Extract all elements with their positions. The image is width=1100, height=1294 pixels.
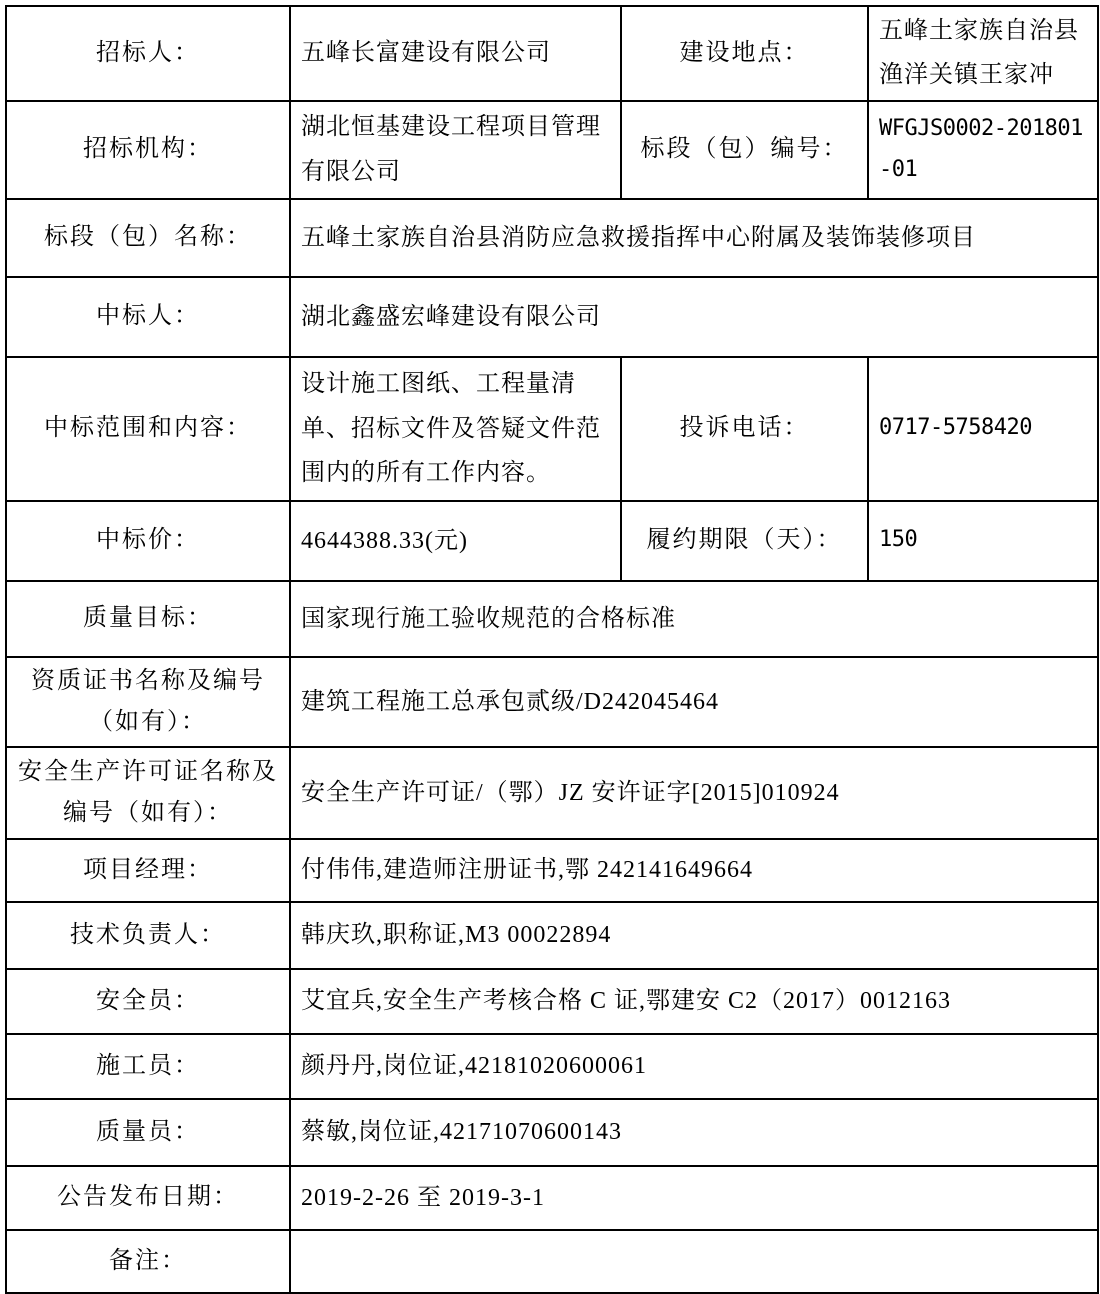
construction-officer-label: 施工员： (6, 1034, 290, 1099)
quality-target-value: 国家现行施工验收规范的合格标准 (290, 581, 1098, 657)
bid-agency-value: 湖北恒基建设工程项目管理有限公司 (290, 101, 621, 199)
row-quality-officer (6, 1099, 1098, 1166)
row-bid-winner (6, 277, 1098, 357)
technical-lead-label: 技术负责人： (6, 902, 290, 969)
row-remarks (6, 1230, 1098, 1293)
safety-officer-label: 安全员： (6, 969, 290, 1034)
safety-officer-value: 艾宜兵,安全生产考核合格 C 证,鄂建安 C2（2017）0012163 (290, 969, 1098, 1034)
safety-license-value: 安全生产许可证/（鄂）JZ 安许证字[2015]010924 (290, 747, 1098, 839)
row-bid-scope (6, 357, 1098, 501)
remarks-value (290, 1230, 1098, 1293)
construction-officer-value: 颜丹丹,岗位证,42181020600061 (290, 1034, 1098, 1099)
bid-winner-label: 中标人： (6, 277, 290, 357)
section-number-value: WFGJS0002-201801-01 (868, 101, 1098, 199)
bid-result-table (5, 5, 1099, 1294)
tenderee-value: 五峰长富建设有限公司 (290, 6, 621, 101)
row-section-name (6, 199, 1098, 277)
safety-license-label: 安全生产许可证名称及编号（如有）： (6, 747, 290, 839)
row-qualification-cert (6, 657, 1098, 747)
complaint-phone-label: 投诉电话： (621, 357, 868, 501)
row-announcement-date (6, 1166, 1098, 1230)
construction-site-label: 建设地点： (621, 6, 868, 101)
bid-price-label: 中标价： (6, 501, 290, 581)
complaint-phone-value: 0717-5758420 (868, 357, 1098, 501)
row-project-manager (6, 839, 1098, 902)
section-number-label: 标段（包）编号： (621, 101, 868, 199)
row-quality-target (6, 581, 1098, 657)
project-manager-label: 项目经理： (6, 839, 290, 902)
bid-scope-label: 中标范围和内容： (6, 357, 290, 501)
bid-winner-value: 湖北鑫盛宏峰建设有限公司 (290, 277, 1098, 357)
bid-price-value: 4644388.33(元) (290, 501, 621, 581)
bid-scope-value: 设计施工图纸、工程量清单、招标文件及答疑文件范围内的所有工作内容。 (290, 357, 621, 501)
construction-site-value: 五峰土家族自治县渔洋关镇王家冲 (868, 6, 1098, 101)
project-manager-value: 付伟伟,建造师注册证书,鄂 242141649664 (290, 839, 1098, 902)
qualification-cert-value: 建筑工程施工总承包贰级/D242045464 (290, 657, 1098, 747)
tenderee-label: 招标人： (6, 6, 290, 101)
announcement-date-label: 公告发布日期： (6, 1166, 290, 1230)
section-name-value: 五峰土家族自治县消防应急救援指挥中心附属及装饰装修项目 (290, 199, 1098, 277)
quality-officer-value: 蔡敏,岗位证,42171070600143 (290, 1099, 1098, 1166)
bid-agency-label: 招标机构： (6, 101, 290, 199)
announcement-date-value: 2019-2-26 至 2019-3-1 (290, 1166, 1098, 1230)
row-safety-officer (6, 969, 1098, 1034)
row-bid-agency (6, 101, 1098, 199)
row-technical-lead (6, 902, 1098, 969)
remarks-label: 备注： (6, 1230, 290, 1293)
row-bid-price (6, 501, 1098, 581)
performance-period-value: 150 (868, 501, 1098, 581)
performance-period-label: 履约期限（天）： (621, 501, 868, 581)
quality-officer-label: 质量员： (6, 1099, 290, 1166)
row-safety-license (6, 747, 1098, 839)
qualification-cert-label: 资质证书名称及编号（如有）： (6, 657, 290, 747)
section-name-label: 标段（包）名称： (6, 199, 290, 277)
technical-lead-value: 韩庆玖,职称证,M3 00022894 (290, 902, 1098, 969)
row-tenderee (6, 6, 1098, 101)
row-construction-officer (6, 1034, 1098, 1099)
quality-target-label: 质量目标： (6, 581, 290, 657)
